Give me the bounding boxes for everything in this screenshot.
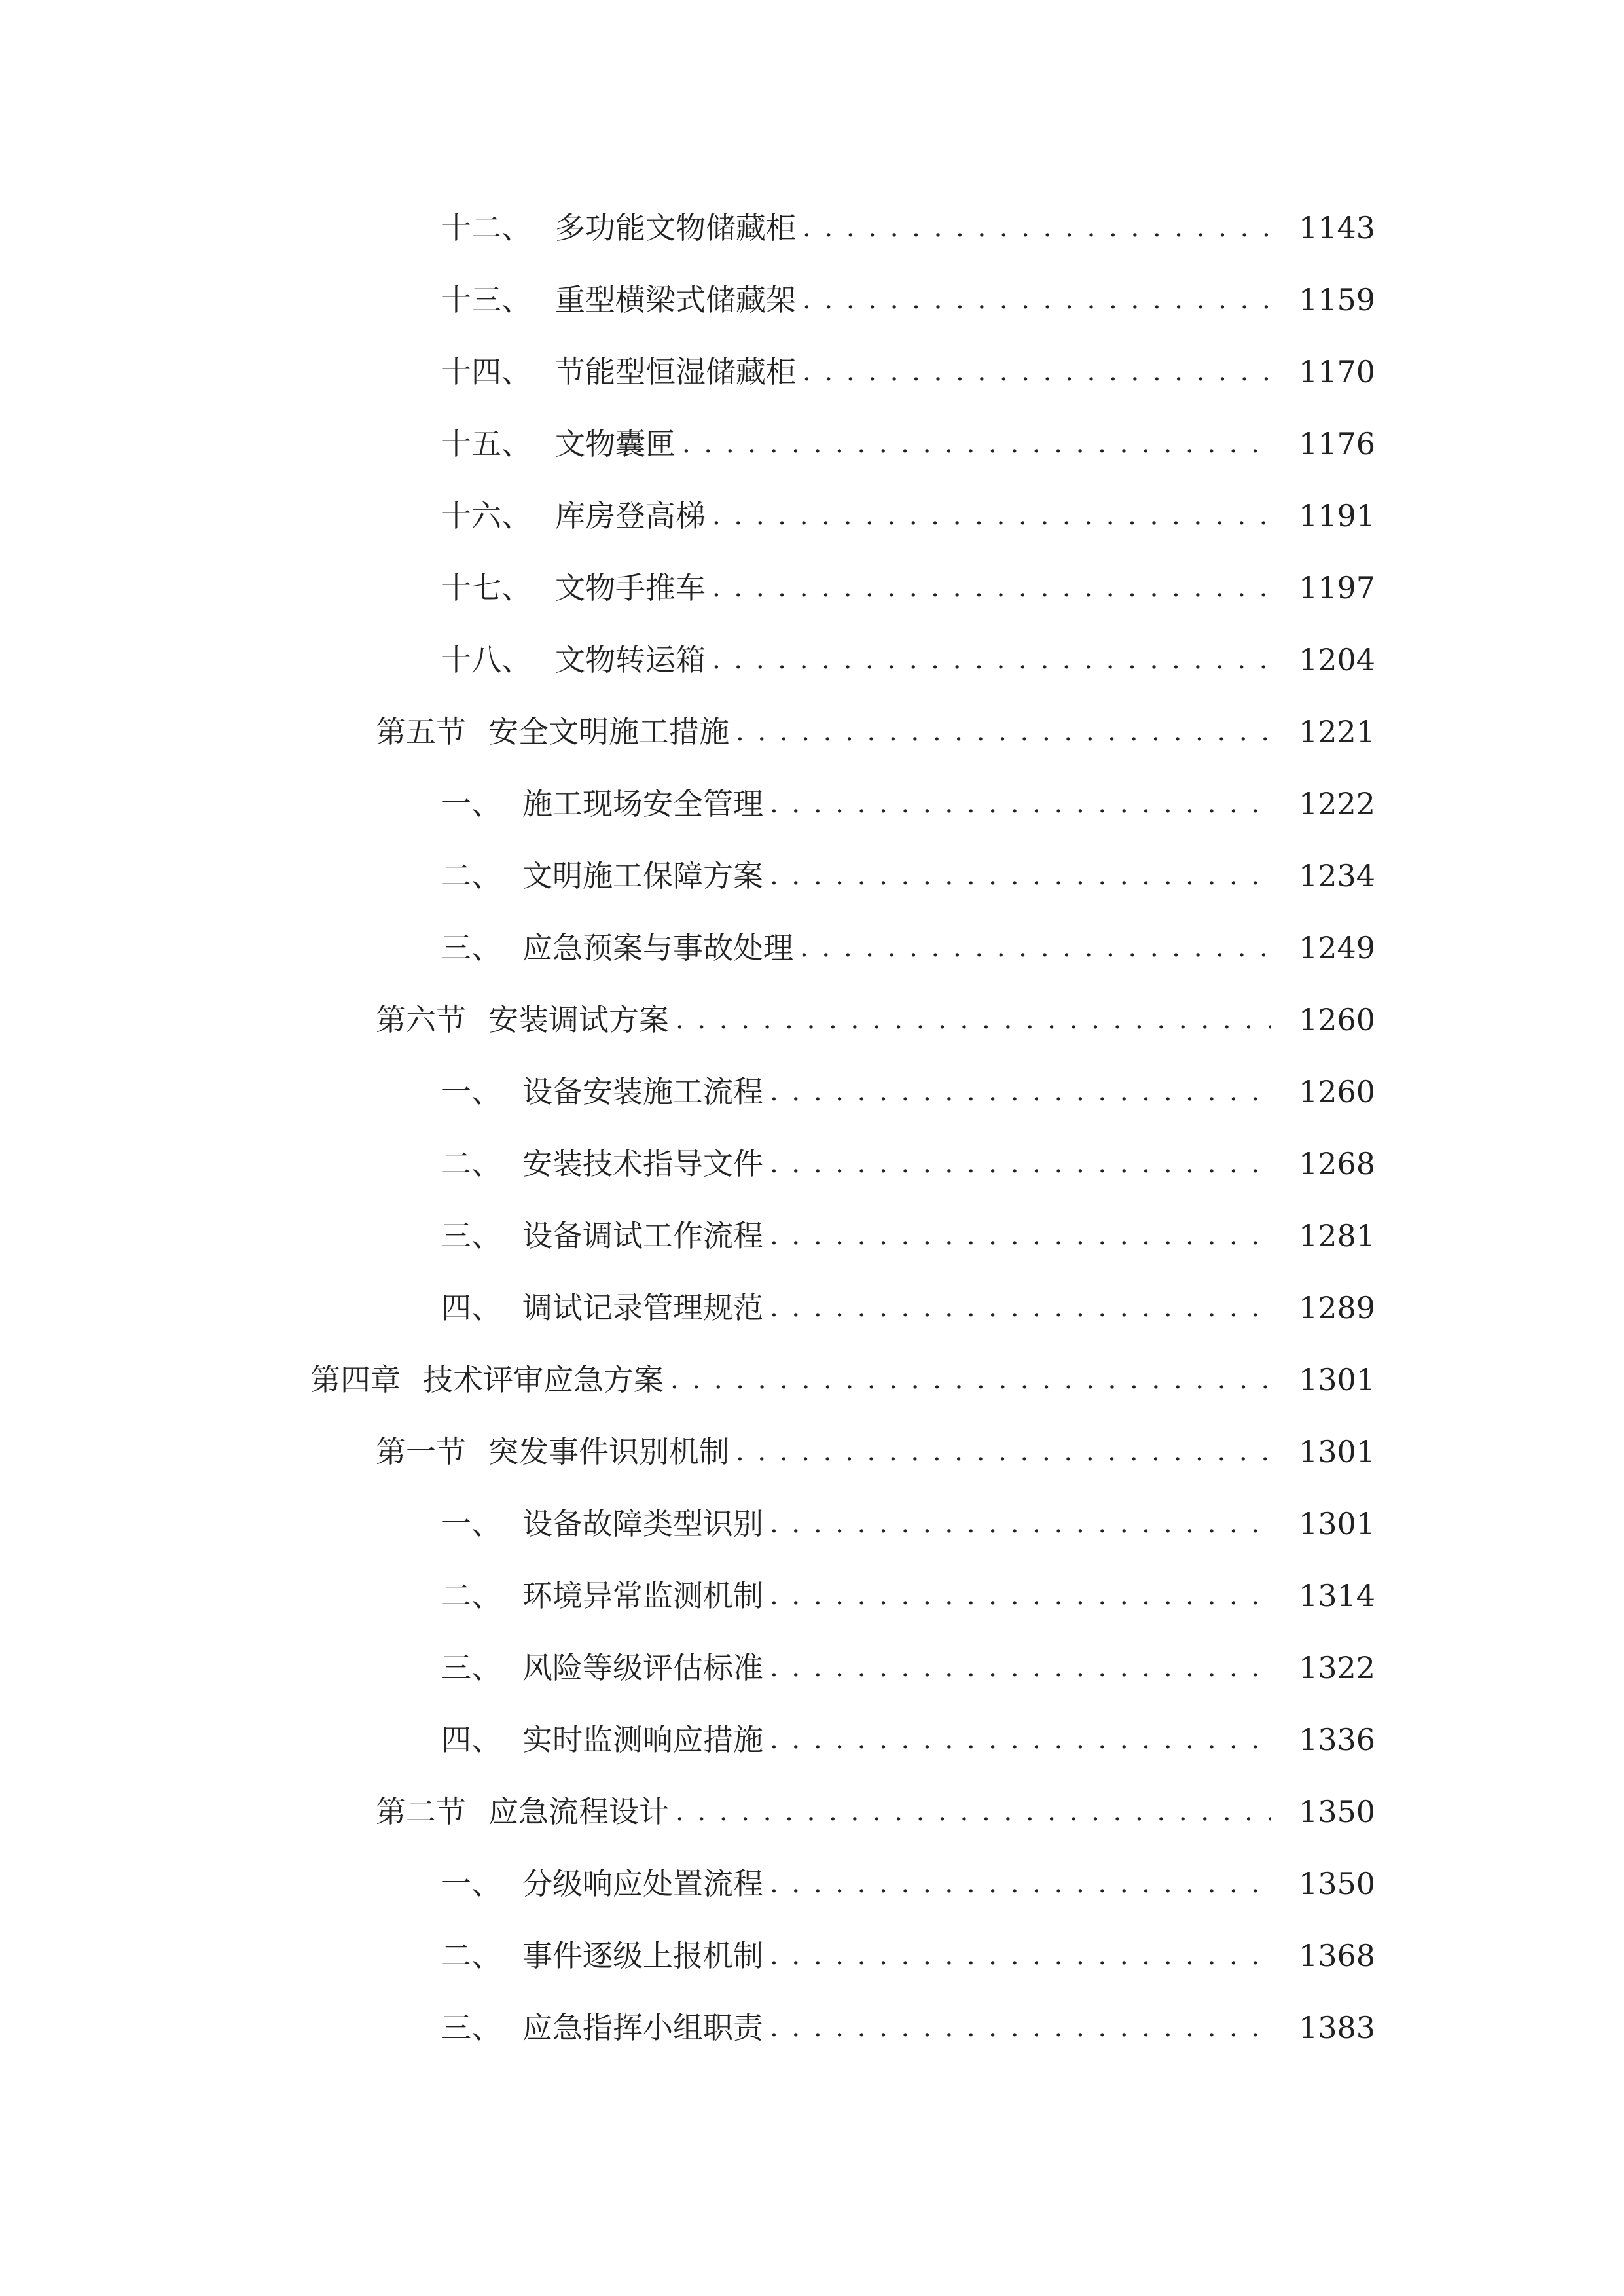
toc-entry[interactable] bbox=[0, 336, 1624, 408]
toc-entry[interactable] bbox=[0, 1992, 1624, 2064]
toc-entry-number: 第一节 bbox=[376, 1434, 466, 1469]
toc-entry-title: 文物转运箱 bbox=[555, 642, 706, 677]
toc-dot-leader bbox=[770, 1848, 1271, 1920]
toc-entry-title: 重型横梁式储藏架 bbox=[555, 282, 796, 317]
toc-entry[interactable] bbox=[0, 768, 1624, 840]
toc-entry-title: 设备安装施工流程 bbox=[522, 1074, 763, 1109]
toc-entry-number: 二、 bbox=[441, 1578, 501, 1613]
toc-dot-leader bbox=[770, 1488, 1271, 1560]
toc-entry-title: 安装技术指导文件 bbox=[522, 1146, 763, 1181]
toc-entry-page-number: 1301 bbox=[1298, 1434, 1375, 1469]
toc-dot-leader bbox=[770, 1704, 1271, 1776]
toc-entry-title: 设备故障类型识别 bbox=[522, 1506, 763, 1541]
toc-entry-page-number: 1301 bbox=[1298, 1506, 1375, 1541]
toc-entry-number: 二、 bbox=[441, 858, 501, 893]
table-of-contents bbox=[0, 192, 1624, 2064]
toc-dot-leader bbox=[803, 264, 1271, 336]
toc-entry-number: 第四章 bbox=[310, 1362, 401, 1397]
toc-entry-number: 一、 bbox=[441, 1074, 501, 1109]
toc-entry-page-number: 1249 bbox=[1298, 930, 1375, 965]
toc-entry-number: 十八、 bbox=[441, 642, 532, 677]
toc-entry[interactable] bbox=[0, 840, 1624, 912]
toc-dot-leader bbox=[676, 984, 1271, 1056]
toc-entry-title: 多功能文物储藏柜 bbox=[555, 210, 796, 245]
toc-dot-leader bbox=[770, 1920, 1271, 1992]
toc-dot-leader bbox=[736, 696, 1271, 768]
toc-entry-number: 第五节 bbox=[376, 714, 466, 749]
toc-dot-leader bbox=[770, 1200, 1271, 1272]
toc-entry-number: 三、 bbox=[441, 2010, 501, 2045]
toc-entry[interactable] bbox=[0, 696, 1624, 768]
toc-entry[interactable] bbox=[0, 1560, 1624, 1632]
toc-entry-page-number: 1170 bbox=[1298, 354, 1375, 389]
toc-entry[interactable] bbox=[0, 1776, 1624, 1848]
toc-dot-leader bbox=[682, 408, 1271, 480]
toc-entry[interactable] bbox=[0, 1056, 1624, 1128]
toc-entry-number: 第二节 bbox=[376, 1794, 466, 1829]
toc-entry-number: 四、 bbox=[441, 1290, 501, 1325]
toc-dot-leader bbox=[770, 1128, 1271, 1200]
toc-entry[interactable] bbox=[0, 912, 1624, 984]
toc-entry-title: 分级响应处置流程 bbox=[522, 1866, 763, 1901]
toc-entry-title: 事件逐级上报机制 bbox=[522, 1938, 763, 1973]
toc-entry-title: 应急流程设计 bbox=[488, 1794, 669, 1829]
toc-entry-number: 四、 bbox=[441, 1722, 501, 1757]
toc-entry[interactable] bbox=[0, 1272, 1624, 1344]
toc-entry[interactable] bbox=[0, 552, 1624, 624]
toc-entry-number: 一、 bbox=[441, 1866, 501, 1901]
toc-entry[interactable] bbox=[0, 1704, 1624, 1776]
toc-entry[interactable] bbox=[0, 1848, 1624, 1920]
toc-entry-title: 文明施工保障方案 bbox=[522, 858, 763, 893]
toc-entry-title: 风险等级评估标准 bbox=[522, 1650, 763, 1685]
toc-entry-page-number: 1350 bbox=[1298, 1866, 1375, 1901]
toc-entry[interactable] bbox=[0, 624, 1624, 696]
toc-dot-leader bbox=[770, 1992, 1271, 2064]
toc-entry-page-number: 1260 bbox=[1298, 1002, 1375, 1037]
toc-entry-title: 调试记录管理规范 bbox=[522, 1290, 763, 1325]
toc-entry-number: 一、 bbox=[441, 786, 501, 821]
toc-entry-title: 设备调试工作流程 bbox=[522, 1218, 763, 1253]
toc-entry[interactable] bbox=[0, 1488, 1624, 1560]
toc-entry-title: 安装调试方案 bbox=[488, 1002, 669, 1037]
toc-entry-title: 文物囊匣 bbox=[555, 426, 676, 461]
toc-entry-page-number: 1222 bbox=[1298, 786, 1375, 821]
toc-entry-number: 三、 bbox=[441, 1218, 501, 1253]
toc-entry[interactable] bbox=[0, 1920, 1624, 1992]
toc-entry-title: 安全文明施工措施 bbox=[488, 714, 729, 749]
toc-entry-number: 三、 bbox=[441, 930, 501, 965]
toc-dot-leader bbox=[770, 768, 1271, 840]
toc-entry-title: 应急预案与事故处理 bbox=[522, 930, 793, 965]
toc-entry[interactable] bbox=[0, 1344, 1624, 1416]
toc-entry-number: 二、 bbox=[441, 1938, 501, 1973]
toc-entry-page-number: 1234 bbox=[1298, 858, 1375, 893]
toc-entry-title: 应急指挥小组职责 bbox=[522, 2010, 763, 2045]
toc-entry-page-number: 1314 bbox=[1298, 1578, 1375, 1613]
toc-entry-number: 十四、 bbox=[441, 354, 532, 389]
toc-entry[interactable] bbox=[0, 1200, 1624, 1272]
toc-entry-number: 十六、 bbox=[441, 498, 532, 533]
toc-entry-number: 十七、 bbox=[441, 570, 532, 605]
toc-entry-page-number: 1383 bbox=[1298, 2010, 1375, 2045]
toc-entry-page-number: 1204 bbox=[1298, 642, 1375, 677]
toc-entry-page-number: 1301 bbox=[1298, 1362, 1375, 1397]
toc-entry-page-number: 1197 bbox=[1298, 570, 1375, 605]
toc-entry-page-number: 1221 bbox=[1298, 714, 1375, 749]
toc-dot-leader bbox=[803, 192, 1271, 264]
toc-entry[interactable] bbox=[0, 1416, 1624, 1488]
toc-entry-page-number: 1191 bbox=[1298, 498, 1375, 533]
toc-entry-title: 文物手推车 bbox=[555, 570, 706, 605]
toc-dot-leader bbox=[670, 1344, 1271, 1416]
toc-entry-title: 突发事件识别机制 bbox=[488, 1434, 729, 1469]
toc-entry-number: 一、 bbox=[441, 1506, 501, 1541]
toc-dot-leader bbox=[770, 840, 1271, 912]
toc-dot-leader bbox=[770, 1056, 1271, 1128]
toc-dot-leader bbox=[736, 1416, 1271, 1488]
toc-entry-number: 二、 bbox=[441, 1146, 501, 1181]
toc-entry-page-number: 1281 bbox=[1298, 1218, 1375, 1253]
toc-entry[interactable] bbox=[0, 480, 1624, 552]
toc-entry[interactable] bbox=[0, 408, 1624, 480]
toc-entry-page-number: 1159 bbox=[1298, 282, 1375, 317]
toc-dot-leader bbox=[712, 552, 1271, 624]
toc-entry-number: 十三、 bbox=[441, 282, 532, 317]
toc-entry-title: 节能型恒湿储藏柜 bbox=[555, 354, 796, 389]
toc-entry[interactable] bbox=[0, 1128, 1624, 1200]
toc-entry-page-number: 1260 bbox=[1298, 1074, 1375, 1109]
toc-dot-leader bbox=[770, 1272, 1271, 1344]
toc-entry-title: 施工现场安全管理 bbox=[522, 786, 763, 821]
toc-entry-page-number: 1143 bbox=[1298, 210, 1375, 245]
toc-dot-leader bbox=[712, 480, 1271, 552]
toc-entry-title: 技术评审应急方案 bbox=[423, 1362, 664, 1397]
toc-entry-page-number: 1350 bbox=[1298, 1794, 1375, 1829]
toc-entry[interactable] bbox=[0, 192, 1624, 264]
toc-dot-leader bbox=[770, 1560, 1271, 1632]
toc-entry-page-number: 1268 bbox=[1298, 1146, 1375, 1181]
toc-entry[interactable] bbox=[0, 1632, 1624, 1704]
toc-entry[interactable] bbox=[0, 264, 1624, 336]
toc-dot-leader bbox=[676, 1776, 1271, 1848]
toc-entry-page-number: 1368 bbox=[1298, 1938, 1375, 1973]
toc-entry-page-number: 1336 bbox=[1298, 1722, 1375, 1757]
toc-entry-number: 三、 bbox=[441, 1650, 501, 1685]
toc-dot-leader bbox=[770, 1632, 1271, 1704]
toc-entry-page-number: 1322 bbox=[1298, 1650, 1375, 1685]
toc-entry-number: 第六节 bbox=[376, 1002, 466, 1037]
toc-entry[interactable] bbox=[0, 984, 1624, 1056]
toc-entry-number: 十二、 bbox=[441, 210, 532, 245]
toc-entry-page-number: 1176 bbox=[1298, 426, 1375, 461]
toc-dot-leader bbox=[803, 336, 1271, 408]
toc-dot-leader bbox=[800, 912, 1271, 984]
toc-entry-number: 十五、 bbox=[441, 426, 532, 461]
toc-dot-leader bbox=[712, 624, 1271, 696]
toc-entry-page-number: 1289 bbox=[1298, 1290, 1375, 1325]
toc-entry-title: 环境异常监测机制 bbox=[522, 1578, 763, 1613]
toc-entry-title: 库房登高梯 bbox=[555, 498, 706, 533]
toc-entry-title: 实时监测响应措施 bbox=[522, 1722, 763, 1757]
